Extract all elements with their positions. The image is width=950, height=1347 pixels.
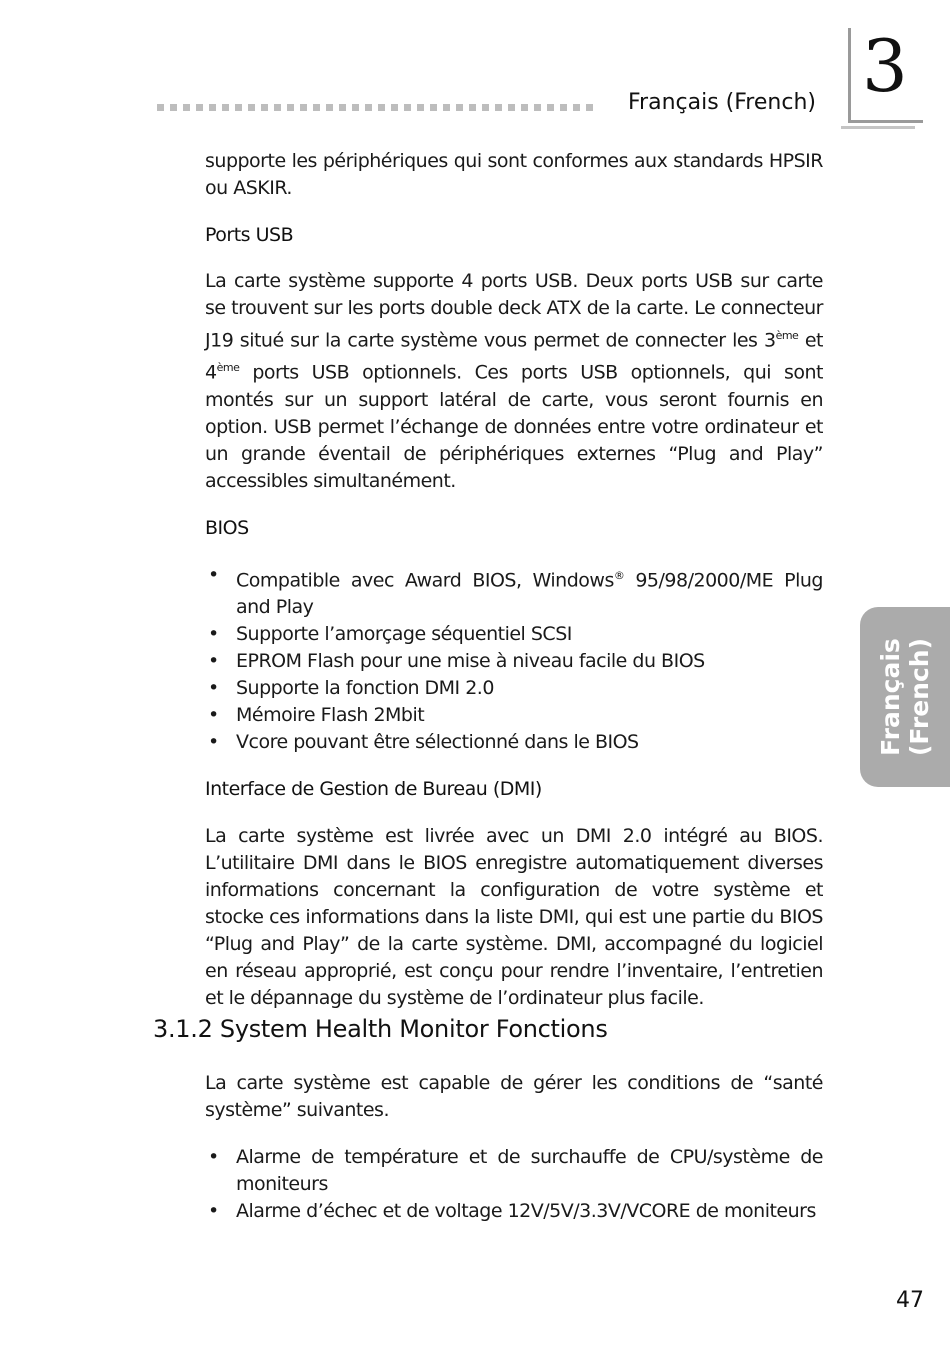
intro-paragraph: supporte les périphériques qui sont conformes aux standards HPSIR ou ASKIR.	[205, 150, 823, 199]
page-number: 47	[896, 1288, 924, 1313]
main-content	[205, 148, 823, 1012]
language-side-tab	[860, 607, 950, 787]
usb-text-mid: et 4	[205, 329, 823, 384]
header-dotted-rule	[157, 104, 593, 111]
section-heading-health-monitor: 3.1.2 System Health Monitor Fonctions	[153, 1015, 608, 1043]
health-paragraph: La carte système est capable de gérer les conditions de “santé système” suivantes.	[205, 1072, 823, 1121]
health-content	[205, 1070, 823, 1225]
bios-heading: BIOS	[205, 516, 249, 539]
side-tab-line2: (French)	[905, 637, 934, 757]
registered-mark: ®	[613, 568, 625, 582]
health-feature-list	[205, 1144, 823, 1225]
chapter-number: 3	[862, 24, 908, 108]
usb-heading: Ports USB	[205, 224, 294, 246]
side-tab-line1: Français	[876, 638, 905, 756]
header-title: Français (French)	[628, 90, 816, 115]
list-item: • Supporte la fonction DMI 2.0	[205, 675, 823, 702]
usb-text-after: ports USB optionnels. Ces ports USB optionnels, qui sont montés sur un support latéral de carte, vous seront fournis en option. USB permet l’échange de données entre votre ordinateur et un grande éventail de périphériques externes “Plug and Play” accessibles simultanément.	[205, 361, 823, 492]
dmi-heading: Interface de Gestion de Bureau (DMI)	[205, 777, 542, 800]
list-item: • EPROM Flash pour une mise à niveau facile du BIOS	[205, 648, 823, 675]
list-item: • Supporte l’amorçage séquentiel SCSI	[205, 621, 823, 648]
usb-superscript-2: ème	[216, 361, 240, 375]
list-item: • Mémoire Flash 2Mbit	[205, 702, 823, 729]
list-item: • Alarme de température et de surchauffe de CPU/système de moniteurs	[205, 1144, 823, 1198]
dmi-paragraph: La carte système est livrée avec un DMI 2.0 intégré au BIOS. L’utilitaire DMI dans le BIOS enregistre automatiquement diverses informations concernant la configuration de votre système et stocke ces informations dans la liste DMI, qui est une partie du BIOS “Plug and Play” de la carte système. DMI, accompagné du logiciel en réseau approprié, est conçu pour rendre l’inventaire, l’entretien et le dépannage du système de l’ordinateur plus facile.	[205, 824, 823, 1009]
list-item: • Alarme d’échec et de voltage 12V/5V/3.3V/VCORE de moniteurs	[205, 1198, 823, 1225]
usb-paragraph	[205, 268, 823, 495]
usb-text-before: La carte système supporte 4 ports USB. Deux ports USB sur carte se trouvent sur les ports double deck ATX de la carte. Le connecteur J19 situé sur la carte système vous permet de connecter les 3	[205, 270, 823, 352]
list-item: • Compatible avec Award BIOS, Windows® 95/98/2000/ME Plug and Play	[205, 562, 823, 621]
list-item: • Vcore pouvant être sélectionné dans le BIOS	[205, 729, 823, 756]
usb-superscript-1: ème	[775, 329, 799, 342]
side-tab-label	[876, 638, 934, 756]
bios-feature-list	[205, 562, 823, 756]
